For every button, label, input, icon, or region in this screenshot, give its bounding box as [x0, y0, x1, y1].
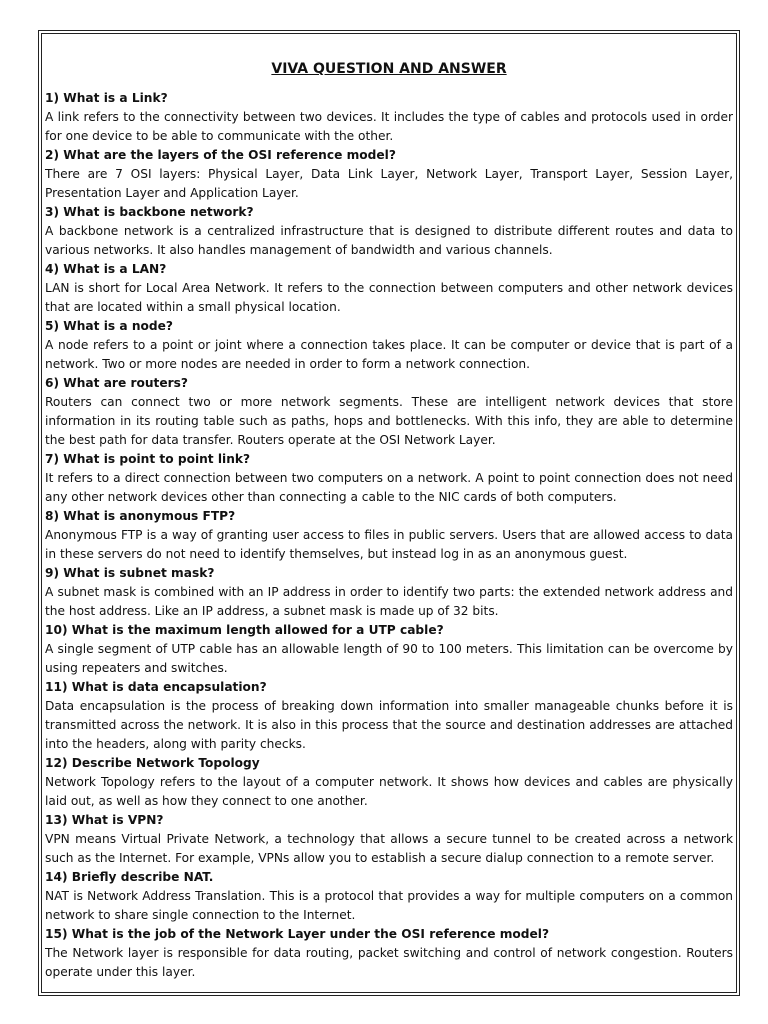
qa-item-6 [45, 374, 733, 450]
answer: VPN means Virtual Private Network, a technology that allows a secure tunnel to be created across a network such as the Internet. For example, VPNs allow you to establish a secure dialup connection to a remote server. [45, 832, 733, 865]
qa-item-15 [45, 925, 733, 982]
qa-item-9 [45, 564, 733, 621]
qa-item-1 [45, 89, 733, 146]
question: 2) What are the layers of the OSI reference model? [45, 148, 396, 162]
qa-item-8 [45, 507, 733, 564]
qa-item-3 [45, 203, 733, 260]
qa-item-5 [45, 317, 733, 374]
answer: A link refers to the connectivity between two devices. It includes the type of cables and protocols used in order for one device to be able to communicate with the other. [45, 110, 733, 143]
qa-item-11 [45, 678, 733, 754]
answer: It refers to a direct connection between two computers on a network. A point to point connection does not need any other network devices other than connecting a cable to the NIC cards of both computers. [45, 471, 733, 504]
answer: A node refers to a point or joint where a connection takes place. It can be computer or device that is part of a network. Two or more nodes are needed in order to form a network connection. [45, 338, 733, 371]
qa-item-4 [45, 260, 733, 317]
answer: Data encapsulation is the process of breaking down information into smaller manageable chunks before it is transmitted across the network. It is also in this process that the source and destination addresses are attached into the headers, along with parity checks. [45, 699, 733, 751]
question: 6) What are routers? [45, 376, 188, 390]
qa-item-13 [45, 811, 733, 868]
question: 3) What is backbone network? [45, 205, 254, 219]
answer: The Network layer is responsible for data routing, packet switching and control of network congestion. Routers operate under this layer. [45, 946, 733, 979]
answer: LAN is short for Local Area Network. It refers to the connection between computers and other network devices that are located within a small physical location. [45, 281, 733, 314]
question: 7) What is point to point link? [45, 452, 251, 466]
question: 15) What is the job of the Network Layer under the OSI reference model? [45, 927, 550, 941]
question: 14) Briefly describe NAT. [45, 870, 214, 884]
question: 13) What is VPN? [45, 813, 164, 827]
question: 11) What is data encapsulation? [45, 680, 267, 694]
qa-item-12 [45, 754, 733, 811]
qa-item-7 [45, 450, 733, 507]
answer: A single segment of UTP cable has an allowable length of 90 to 100 meters. This limitation can be overcome by using repeaters and switches. [45, 642, 733, 675]
answer: A backbone network is a centralized infrastructure that is designed to distribute different routes and data to various networks. It also handles management of bandwidth and various channels. [45, 224, 733, 257]
question: 5) What is a node? [45, 319, 173, 333]
answer: Routers can connect two or more network segments. These are intelligent network devices that store information in its routing table such as paths, hops and bottlenecks. With this info, they are able to determine the best path for data transfer. Routers operate at the OSI Network Layer. [45, 395, 733, 447]
document-body [45, 58, 733, 982]
answer: Anonymous FTP is a way of granting user access to files in public servers. Users that are allowed access to data in these servers do not need to identify themselves, but instead log in as an anonymous guest. [45, 528, 733, 561]
question: 4) What is a LAN? [45, 262, 167, 276]
question: 9) What is subnet mask? [45, 566, 215, 580]
question: 8) What is anonymous FTP? [45, 509, 236, 523]
qa-item-14 [45, 868, 733, 925]
answer: A subnet mask is combined with an IP address in order to identify two parts: the extended network address and the host address. Like an IP address, a subnet mask is made up of 32 bits. [45, 585, 733, 618]
document-title: VIVA QUESTION AND ANSWER [271, 61, 507, 77]
answer: Network Topology refers to the layout of a computer network. It shows how devices and cables are physically laid out, as well as how they connect to one another. [45, 775, 733, 808]
answer: NAT is Network Address Translation. This is a protocol that provides a way for multiple computers on a common network to share single connection to the Internet. [45, 889, 733, 922]
qa-item-10 [45, 621, 733, 678]
question: 1) What is a Link? [45, 91, 168, 105]
answer: There are 7 OSI layers: Physical Layer, Data Link Layer, Network Layer, Transport Layer, Session Layer, Presentation Layer and Application Layer. [45, 167, 733, 200]
question: 10) What is the maximum length allowed for a UTP cable? [45, 623, 444, 637]
question: 12) Describe Network Topology [45, 756, 260, 770]
qa-item-2 [45, 146, 733, 203]
